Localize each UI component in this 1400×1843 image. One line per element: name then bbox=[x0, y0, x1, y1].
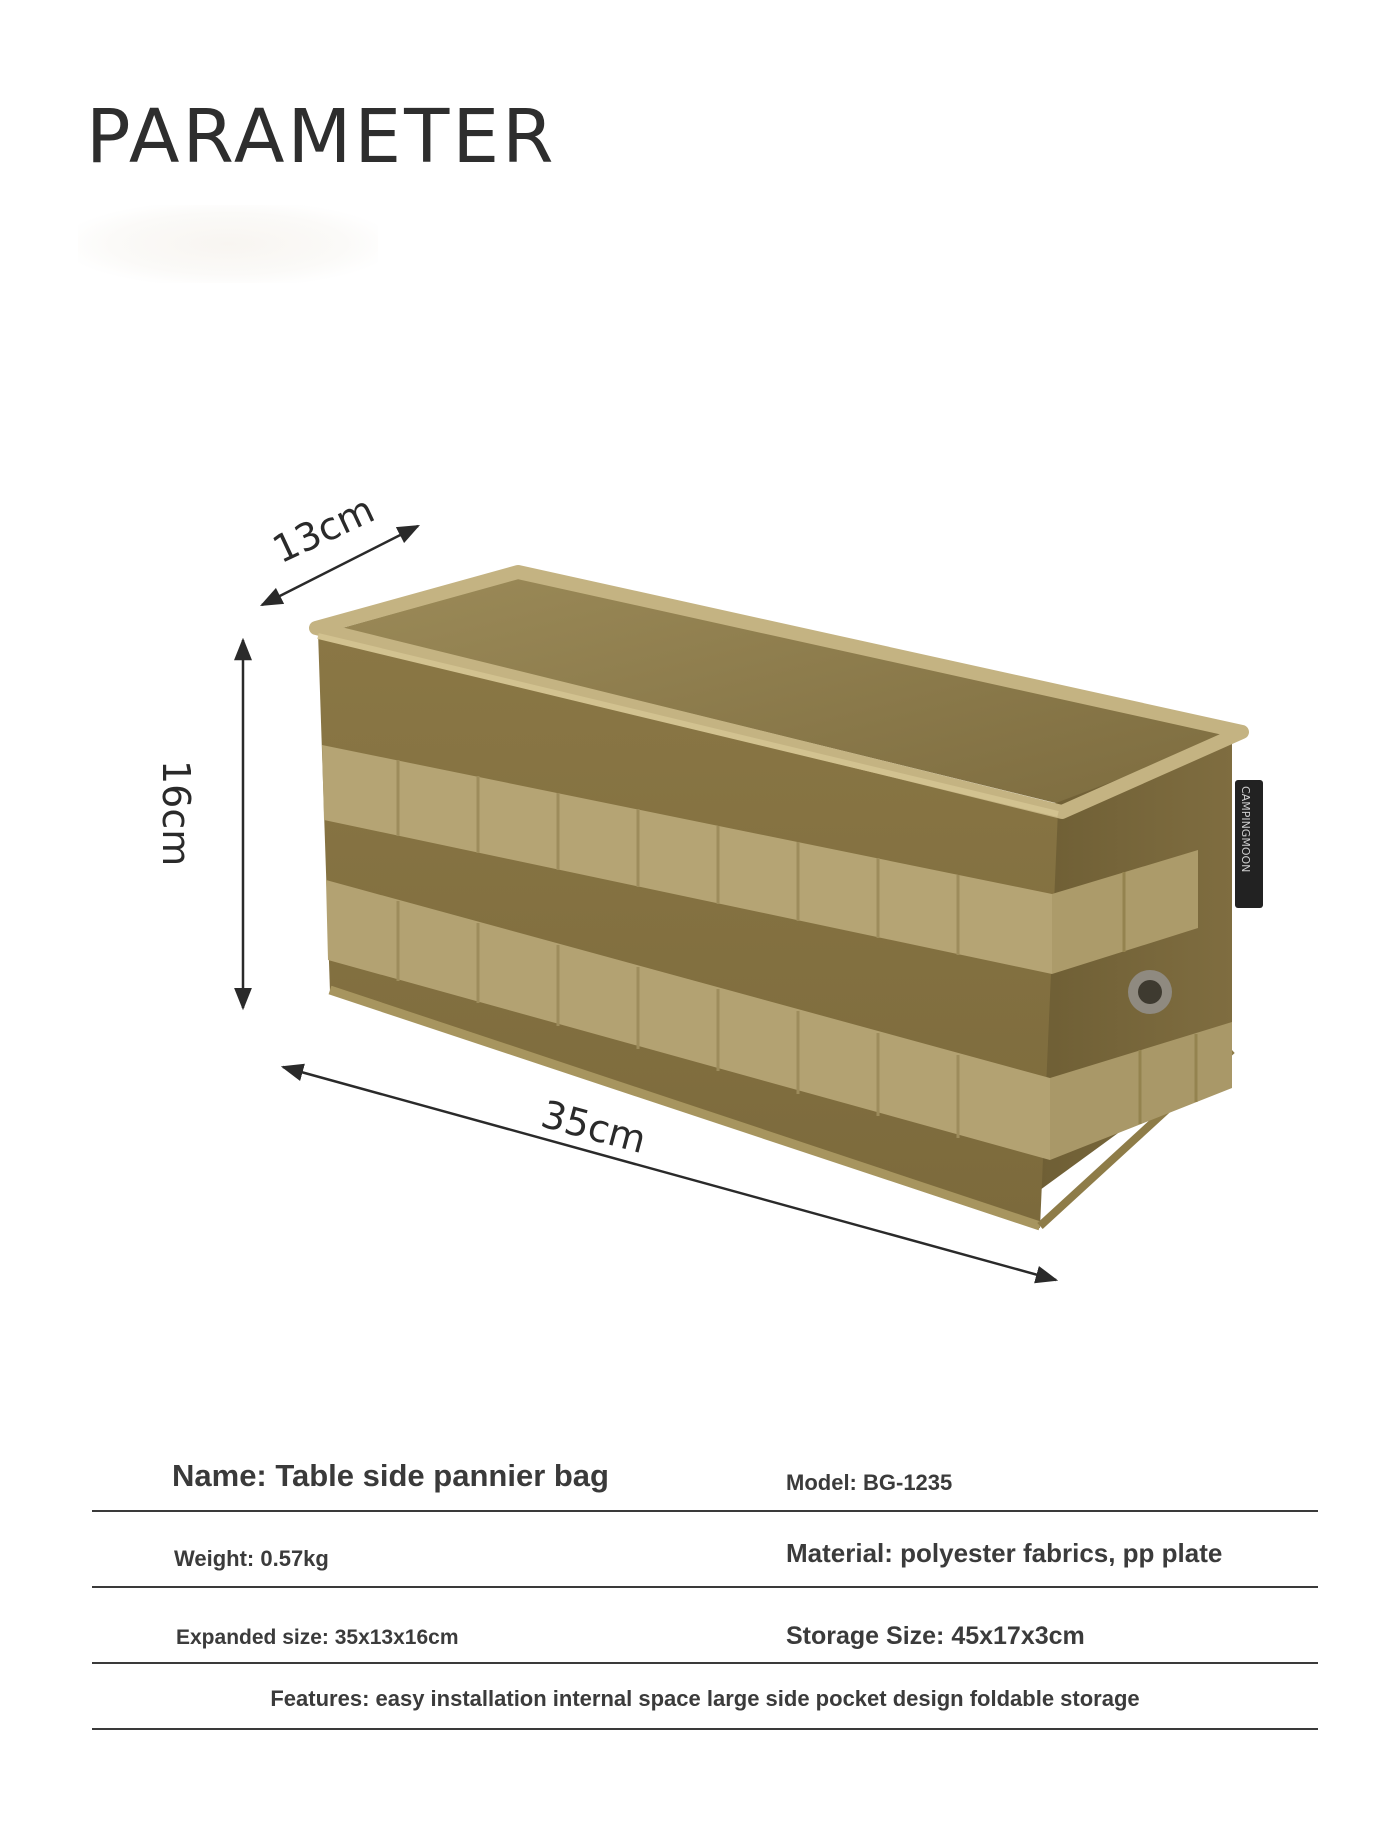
page-title: PARAMETER bbox=[86, 94, 557, 180]
brand-tag-text: CAMPINGMOON bbox=[1239, 786, 1252, 873]
product-dimension-figure bbox=[0, 460, 1400, 1320]
decorative-haze bbox=[78, 205, 378, 283]
spec-weight: Weight: 0.57kg bbox=[174, 1546, 329, 1571]
spec-model: Model: BG-1235 bbox=[786, 1470, 953, 1495]
spec-storage-size: Storage Size: 45x17x3cm bbox=[786, 1622, 1085, 1650]
height-label: 16cm bbox=[154, 760, 198, 867]
spec-row bbox=[92, 1512, 1318, 1588]
spec-row bbox=[92, 1664, 1318, 1730]
spec-material: Material: polyester fabrics, pp plate bbox=[786, 1538, 1223, 1568]
spec-expanded-size: Expanded size: 35x13x16cm bbox=[176, 1626, 459, 1649]
spec-name: Name: Table side pannier bag bbox=[172, 1458, 609, 1493]
spec-row bbox=[92, 1438, 1318, 1512]
depth-label: 13cm bbox=[266, 487, 381, 572]
spec-row bbox=[92, 1588, 1318, 1664]
spec-features: Features: easy installation internal space large side pocket design foldable storage bbox=[270, 1686, 1140, 1711]
product-illustration bbox=[0, 460, 1400, 1320]
length-label: 35cm bbox=[536, 1092, 651, 1163]
spec-table bbox=[92, 1438, 1318, 1730]
